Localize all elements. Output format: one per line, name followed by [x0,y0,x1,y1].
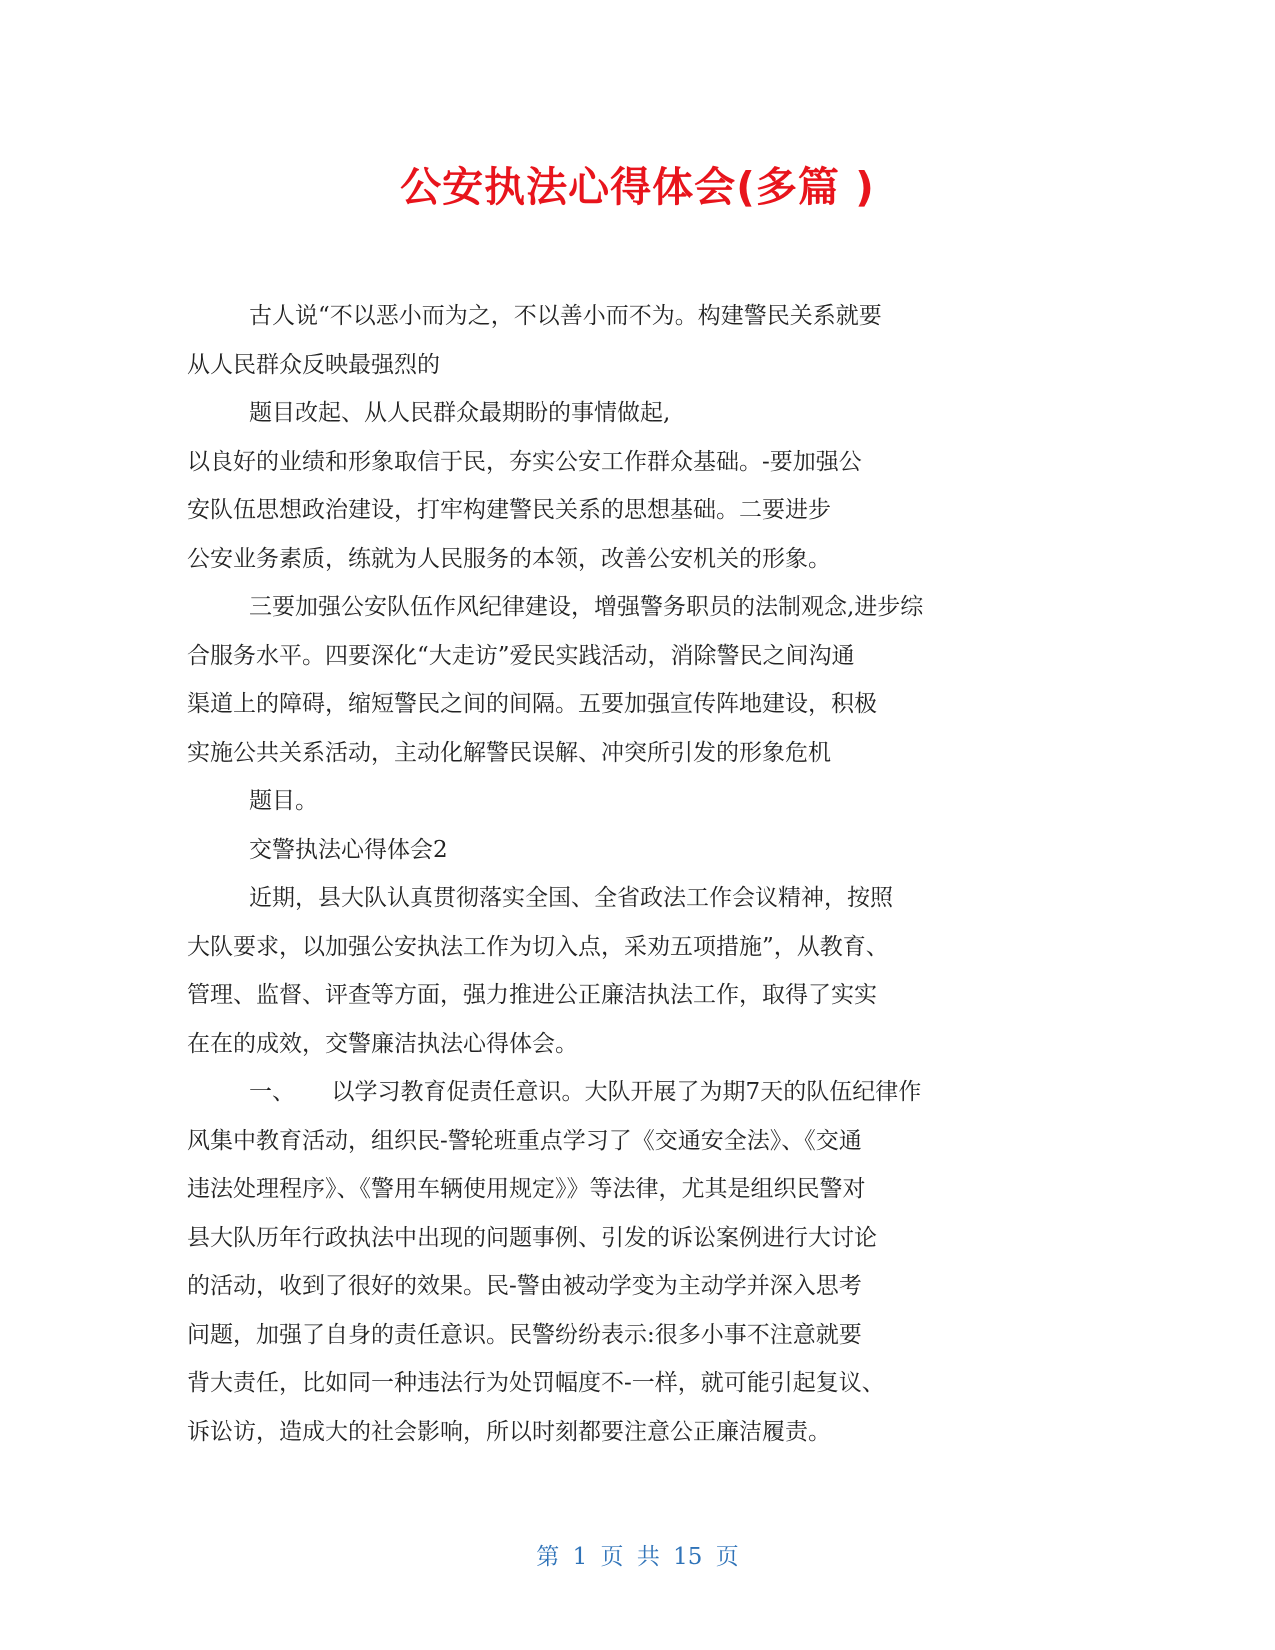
document-body [187,292,1007,1456]
text-line: 实施公共关系活动，主动化解警民误解、冲突所引发的形象危机 [187,739,831,766]
text-line: 近期，县大队认真贯彻落实全国、全省政法工作会议精神，按照 [249,885,893,911]
text-line: 诉讼访，造成大的社会影响，所以时刻都要注意公正廉洁履责。 [187,1418,831,1445]
text-line: 三要加强公安队伍作风纪律建设，增强警务职员的法制观念,进步综 [249,594,924,620]
page-footer: 第 1 页 共 15 页 [536,1544,739,1570]
text-line: 一、 以学习教育促责任意识。大队开展了为期7天的队伍纪律作 [249,1079,922,1105]
text-line: 古人说“不以恶小而为之，不以善小而不为。构建警民关系就要 [249,303,882,329]
text-line: 交警执法心得体会2 [249,836,448,863]
text-line: 背大责任，比如同一种违法行为处罚幅度不-一样，就可能引起复议、 [187,1370,885,1396]
text-line: 题目改起、从人民群众最期盼的事情做起, [249,400,671,426]
document-title: 公安执法心得体会(多篇 ) [400,163,875,211]
text-line: 管理、监督、评查等方面，强力推进公正廉洁执法工作，取得了实实 [187,982,877,1008]
text-line: 风集中教育活动，组织民-警轮班重点学习了《交通安全法》、《交通 [187,1127,862,1154]
text-line: 题目。 [249,788,318,814]
text-line: 安队伍思想政治建设，打牢构建警民关系的思想基础。二要进步 [187,497,831,523]
text-line: 违法处理程序》、《警用车辆使用规定》》等法律，尤其是组织民警对 [187,1176,866,1202]
text-line: 问题，加强了自身的责任意识。民警纷纷表示:很多小事不注意就要 [187,1321,862,1348]
text-line: 在在的成效，交警廉洁执法心得体会。 [187,1030,578,1057]
text-line: 从人民群众反映最强烈的 [187,351,440,378]
text-line: 公安业务素质，练就为人民服务的本领，改善公安机关的形象。 [187,545,831,572]
text-line: 县大队历年行政执法中出现的问题事例、引发的诉讼案例进行大讨论 [187,1224,877,1251]
text-line: 的活动，收到了很好的效果。民-警由被动学变为主动学并深入思考 [187,1273,862,1299]
text-line: 大队要求，以加强公安执法工作为切入点，采劝五项措施”，从教育、 [187,933,889,960]
text-line: 合服务水平。四要深化“大走访”爱民实践活动，消除警民之间沟通 [187,642,855,669]
text-line: 以良好的业绩和形象取信于民，夯实公安工作群众基础。-要加强公 [187,448,862,475]
text-line: 渠道上的障碍，缩短警民之间的间隔。五要加强宣传阵地建设，积极 [187,691,877,717]
